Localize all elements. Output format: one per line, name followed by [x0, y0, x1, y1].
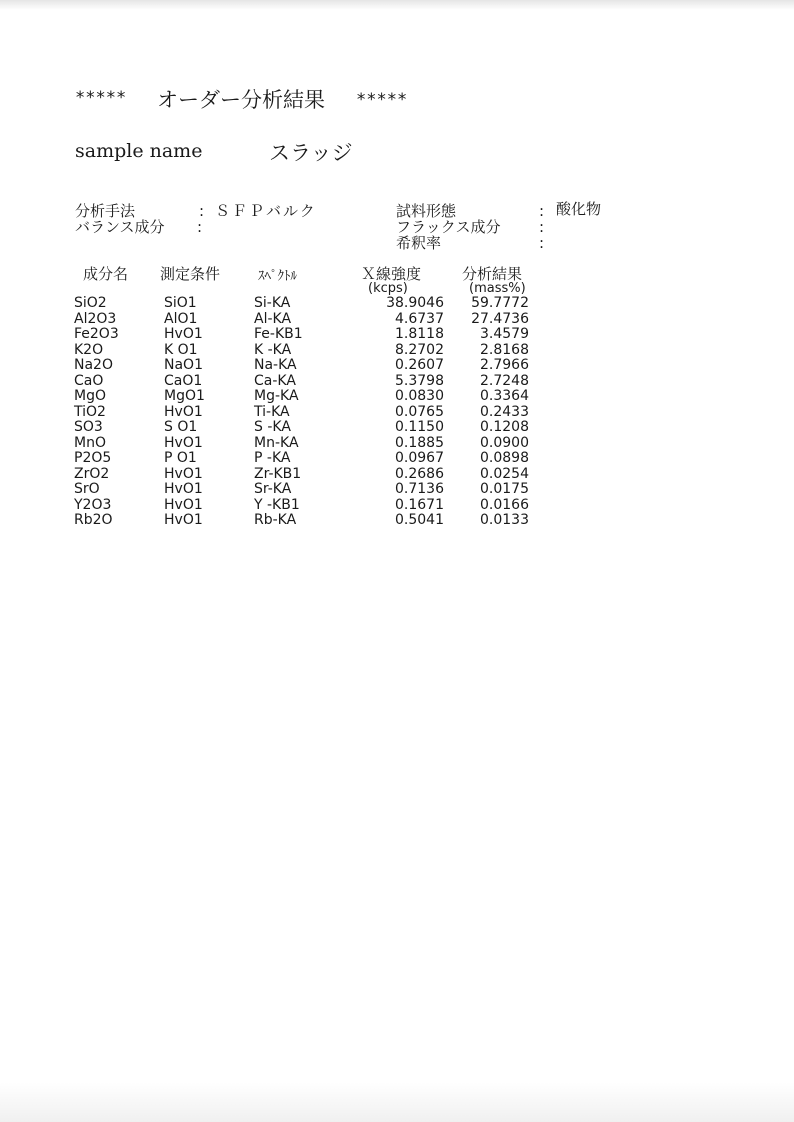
flux-label: フラックス成分: [396, 218, 501, 236]
cell-condition: HvO1: [164, 326, 203, 342]
cell-result: 2.7966: [480, 357, 529, 373]
flux-colon: :: [539, 218, 545, 236]
cell-condition: K O1: [164, 341, 198, 358]
form-colon: :: [539, 202, 545, 220]
cell-component: Na2O: [74, 357, 113, 373]
cell-xray-intensity: 5.3798: [395, 372, 444, 389]
table-row: [0, 358, 794, 374]
cell-spectrum: Mn-KA: [254, 434, 299, 451]
cell-condition: HvO1: [164, 481, 203, 497]
cell-spectrum: Zr-KB1: [254, 465, 302, 482]
header-result: 分析結果: [462, 265, 523, 283]
cell-result: 0.1208: [480, 419, 529, 435]
cell-component: K2O: [74, 341, 104, 358]
cell-result: 3.4579: [480, 326, 529, 342]
title-stars-right: *****: [356, 90, 408, 110]
cell-spectrum: Fe-KB1: [254, 326, 303, 342]
balance-label: バランス成分: [75, 218, 165, 236]
cell-condition: HvO1: [164, 465, 203, 482]
cell-xray-intensity: 0.1671: [395, 496, 444, 513]
cell-result: 27.4736: [471, 310, 529, 327]
table-row: [0, 343, 794, 359]
cell-xray-intensity: 8.2702: [395, 341, 444, 358]
cell-xray-intensity: 0.2607: [395, 357, 444, 373]
cell-xray-intensity: 0.5041: [395, 512, 444, 528]
cell-result: 0.0175: [480, 481, 529, 497]
cell-xray-intensity: 0.1885: [395, 434, 444, 451]
table-row: [0, 374, 794, 390]
cell-component: CaO: [74, 372, 104, 389]
scan-edge-top: [0, 0, 794, 10]
cell-condition: AlO1: [164, 310, 198, 327]
cell-component: MgO: [74, 388, 106, 404]
sample-name-label: sample name: [75, 140, 203, 162]
header-component: 成分名: [83, 265, 129, 283]
sample-name-value: スラッジ: [269, 141, 353, 165]
dilution-colon: :: [539, 234, 545, 252]
cell-result: 0.0133: [480, 512, 529, 528]
cell-condition: S O1: [164, 419, 198, 435]
cell-component: Al2O3: [74, 310, 117, 327]
table-row: [0, 498, 794, 514]
cell-component: MnO: [74, 434, 106, 451]
table-row: [0, 296, 794, 312]
results-table-body: [0, 296, 794, 529]
title-stars-left: *****: [75, 88, 127, 108]
table-row: [0, 513, 794, 529]
cell-component: ZrO2: [74, 465, 110, 482]
cell-xray-intensity: 0.1150: [395, 419, 444, 435]
method-colon: :: [199, 202, 205, 220]
header-condition: 測定条件: [160, 265, 221, 283]
cell-spectrum: Mg-KA: [254, 388, 299, 404]
table-row: [0, 482, 794, 498]
cell-result: 0.0254: [480, 465, 529, 482]
method-value: ＳＦＰバルク: [215, 202, 317, 220]
cell-condition: HvO1: [164, 496, 203, 513]
cell-condition: HvO1: [164, 403, 203, 420]
table-row: [0, 467, 794, 483]
cell-condition: NaO1: [164, 357, 203, 373]
cell-spectrum: Sr-KA: [254, 481, 292, 497]
cell-xray-intensity: 0.0967: [395, 450, 444, 466]
table-row: [0, 451, 794, 467]
header-xray: Ｘ線強度: [361, 265, 422, 283]
balance-colon: :: [197, 218, 203, 236]
table-row: [0, 405, 794, 421]
cell-spectrum: Ca-KA: [254, 372, 296, 389]
form-label: 試料形態: [396, 202, 457, 220]
header-xray-unit: (kcps): [368, 281, 408, 296]
cell-spectrum: Y -KB1: [254, 496, 300, 513]
cell-component: SiO2: [74, 295, 107, 311]
cell-condition: HvO1: [164, 512, 203, 528]
cell-spectrum: Rb-KA: [254, 512, 297, 528]
method-label: 分析手法: [75, 202, 136, 220]
cell-xray-intensity: 4.6737: [395, 310, 444, 327]
dilution-label: 希釈率: [396, 234, 442, 252]
table-row: [0, 327, 794, 343]
cell-result: 2.7248: [480, 372, 529, 389]
report-title: オーダー分析結果: [157, 88, 325, 112]
cell-xray-intensity: 0.0765: [395, 403, 444, 420]
cell-component: SrO: [74, 481, 100, 497]
cell-spectrum: Al-KA: [254, 310, 292, 327]
cell-result: 0.0898: [480, 450, 529, 466]
cell-component: Y2O3: [74, 496, 112, 513]
header-spectrum: ｽﾍﾟｸﾄﾙ: [258, 269, 297, 284]
cell-xray-intensity: 38.9046: [386, 295, 444, 311]
cell-component: TiO2: [74, 403, 106, 420]
cell-spectrum: Na-KA: [254, 357, 297, 373]
cell-component: Fe2O3: [74, 326, 119, 342]
cell-spectrum: S -KA: [254, 419, 291, 435]
cell-spectrum: Si-KA: [254, 295, 291, 311]
cell-xray-intensity: 0.0830: [395, 388, 444, 404]
cell-condition: HvO1: [164, 434, 203, 451]
scan-edge-bottom: [0, 1082, 794, 1122]
cell-result: 59.7772: [471, 295, 529, 311]
table-row: [0, 436, 794, 452]
cell-spectrum: K -KA: [254, 341, 292, 358]
table-row: [0, 312, 794, 328]
cell-component: SO3: [74, 419, 103, 435]
header-result-unit: (mass%): [469, 281, 526, 296]
cell-condition: MgO1: [164, 388, 205, 404]
cell-xray-intensity: 1.8118: [395, 326, 444, 342]
cell-result: 0.3364: [480, 388, 529, 404]
cell-component: P2O5: [74, 450, 112, 466]
cell-spectrum: P -KA: [254, 450, 291, 466]
cell-condition: P O1: [164, 450, 197, 466]
cell-result: 0.0166: [480, 496, 529, 513]
cell-xray-intensity: 0.7136: [395, 481, 444, 497]
cell-result: 0.2433: [480, 403, 529, 420]
cell-condition: SiO1: [164, 295, 197, 311]
cell-spectrum: Ti-KA: [254, 403, 290, 420]
cell-xray-intensity: 0.2686: [395, 465, 444, 482]
cell-condition: CaO1: [164, 372, 203, 389]
table-row: [0, 389, 794, 405]
cell-result: 0.0900: [480, 434, 529, 451]
cell-component: Rb2O: [74, 512, 113, 528]
form-value: 酸化物: [556, 200, 602, 218]
table-row: [0, 420, 794, 436]
cell-result: 2.8168: [480, 341, 529, 358]
